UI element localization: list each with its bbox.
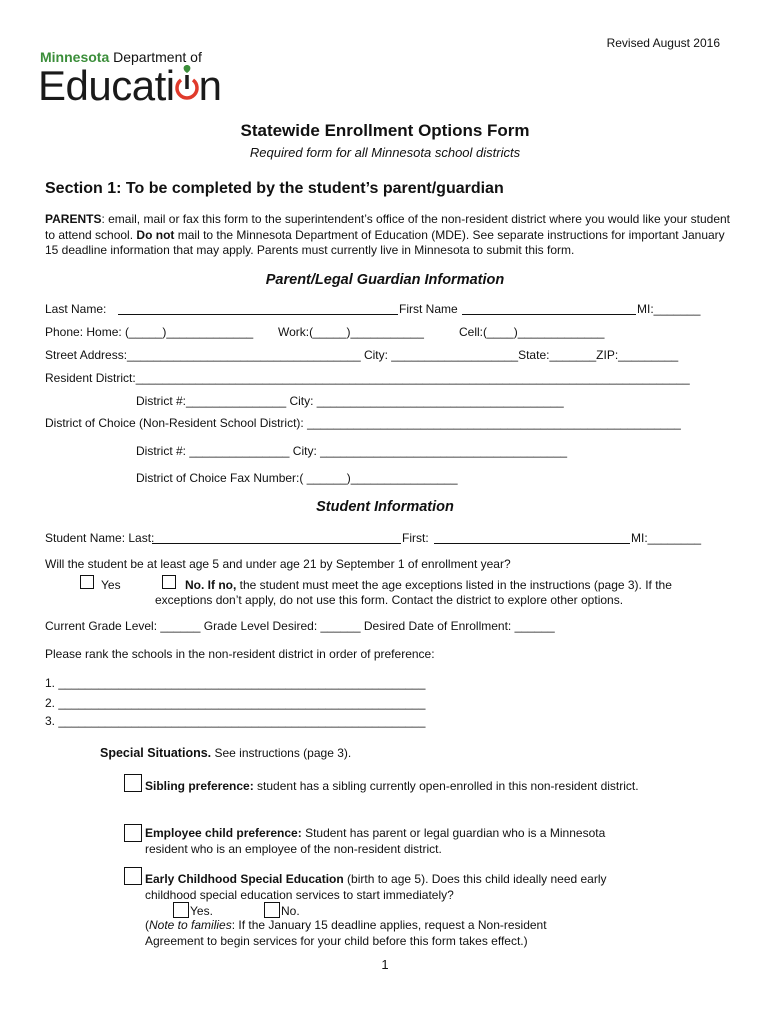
first-name-field[interactable]	[462, 314, 636, 315]
special-label: Special Situations.	[100, 746, 212, 760]
rank-prompt: Please rank the schools in the non-resident district in order of preference:	[45, 647, 435, 661]
age-no-text-2: exceptions don’t apply, do not use this form. Contact the district to explore other options.	[155, 593, 624, 607]
parents-instructions	[45, 212, 735, 259]
revised-date: Revised August 2016	[606, 36, 720, 50]
student-last-name-field[interactable]	[152, 543, 401, 544]
choice-district-number-city[interactable]: District #: _______________ City: _____________________________________	[136, 444, 568, 458]
student-mi-field[interactable]: MI:________	[631, 531, 702, 545]
page-number: 1	[381, 957, 389, 972]
form-subtitle: Required form for all Minnesota school districts	[249, 145, 521, 160]
special-note: See instructions (page 3).	[211, 746, 352, 760]
logo-education-suffix: n	[198, 62, 222, 109]
street-address-line[interactable]: Street Address:___________________________________ City: ___________________State:_______ZIP:_________	[45, 348, 679, 362]
student-heading: Student Information	[316, 499, 454, 515]
last-name-field[interactable]	[118, 314, 398, 315]
section-1-heading: Section 1: To be completed by the student’s parent/guardian	[45, 180, 504, 197]
ecse-no-checkbox[interactable]	[264, 902, 280, 918]
employee-bold: Employee child preference:	[145, 826, 302, 840]
ecse-no-label: No.	[281, 904, 300, 918]
ecse-yes-checkbox[interactable]	[173, 902, 189, 918]
student-first-name-label: First:	[402, 531, 429, 545]
note-italic: Note to families	[149, 918, 232, 932]
guardian-mi-field[interactable]: MI:_______	[637, 302, 701, 316]
employee-text: Student has parent or legal guardian who is a Minnesota resident who is an employee of the non-resident district.	[145, 826, 606, 856]
guardian-heading: Parent/Legal Guardian Information	[265, 272, 505, 288]
form-title: Statewide Enrollment Options Form	[240, 121, 530, 140]
resident-district-field[interactable]: Resident District:___________________________________________________________________________________	[45, 371, 690, 385]
employee-child-text	[145, 826, 645, 857]
last-name-label: Last Name:	[45, 302, 107, 316]
sibling-preference-text	[145, 779, 645, 795]
student-first-name-field[interactable]	[434, 543, 630, 544]
sibling-bold: Sibling preference:	[145, 779, 254, 793]
note-text: : If the January 15 deadline applies, request a Non-resident Agreement to begin services for your child before this form takes effect.)	[145, 918, 547, 948]
power-o-icon	[175, 73, 199, 103]
intro-text-1: : email, mail or fax this form to the superintendent’s office of the non-resident district where you would like your student to attend school.	[45, 212, 730, 242]
note-open: (	[145, 918, 149, 932]
phone-home-field[interactable]: Phone: Home: (_____)_____________	[45, 325, 254, 339]
phone-cell-field[interactable]: Cell:(____)_____________	[459, 325, 605, 339]
ecse-bold: Early Childhood Special Education	[145, 872, 344, 886]
age-no-line	[185, 578, 672, 592]
age-yes-checkbox[interactable]	[80, 575, 94, 589]
ecse-description: (birth to age 5). Does this child ideally need early childhood special education services to start immediately?	[145, 872, 607, 902]
sibling-preference-checkbox[interactable]	[124, 774, 142, 792]
ecse-checkbox[interactable]	[124, 867, 142, 885]
phone-work-field[interactable]: Work:(_____)___________	[278, 325, 424, 339]
do-not-label: Do not	[136, 227, 175, 242]
age-no-bold: No. If no,	[185, 578, 237, 592]
age-no-text: the student must meet the age exceptions listed in the instructions (page 3). If the	[236, 578, 672, 592]
grade-level-line[interactable]: Current Grade Level: ______ Grade Level Desired: ______ Desired Date of Enrollment: ______	[45, 619, 555, 633]
resident-district-number-city[interactable]: District #:_______________ City: _____________________________________	[136, 394, 564, 408]
ecse-yes-label: Yes.	[190, 904, 213, 918]
intro-text-2: mail to the Minnesota Department of Education (MDE). See separate instructions for important January 15 deadline information that may apply. Parents must currently live in Minnesota to submit this form.	[45, 227, 725, 257]
logo-department: Department of	[109, 49, 202, 65]
district-of-choice-field[interactable]: District of Choice (Non-Resident School District): ________________________________________________________	[45, 416, 681, 430]
rank-choice-3[interactable]: 3. _______________________________________________________	[45, 714, 426, 728]
logo-minnesota: Minnesota	[40, 49, 110, 65]
ecse-text	[145, 872, 615, 903]
rank-choice-2[interactable]: 2. _______________________________________________________	[45, 696, 426, 710]
sibling-text: student has a sibling currently open-enrolled in this non-resident district.	[253, 779, 639, 793]
age-no-checkbox[interactable]	[162, 575, 176, 589]
rank-choice-1[interactable]: 1. _______________________________________________________	[45, 676, 426, 690]
employee-child-checkbox[interactable]	[124, 824, 142, 842]
special-situations-heading	[100, 746, 351, 760]
families-note	[145, 918, 585, 949]
age-yes-label: Yes	[101, 578, 121, 592]
first-name-label: First Name	[399, 302, 458, 316]
mde-logo-education	[38, 62, 221, 110]
parents-label: PARENTS	[45, 212, 102, 226]
choice-fax-field[interactable]: District of Choice Fax Number:( ______)________________	[136, 471, 458, 485]
student-last-name-label: Student Name: Last:	[45, 531, 155, 545]
age-question: Will the student be at least age 5 and under age 21 by September 1 of enrollment year?	[45, 557, 511, 571]
logo-education-prefix: Educati	[38, 62, 175, 109]
